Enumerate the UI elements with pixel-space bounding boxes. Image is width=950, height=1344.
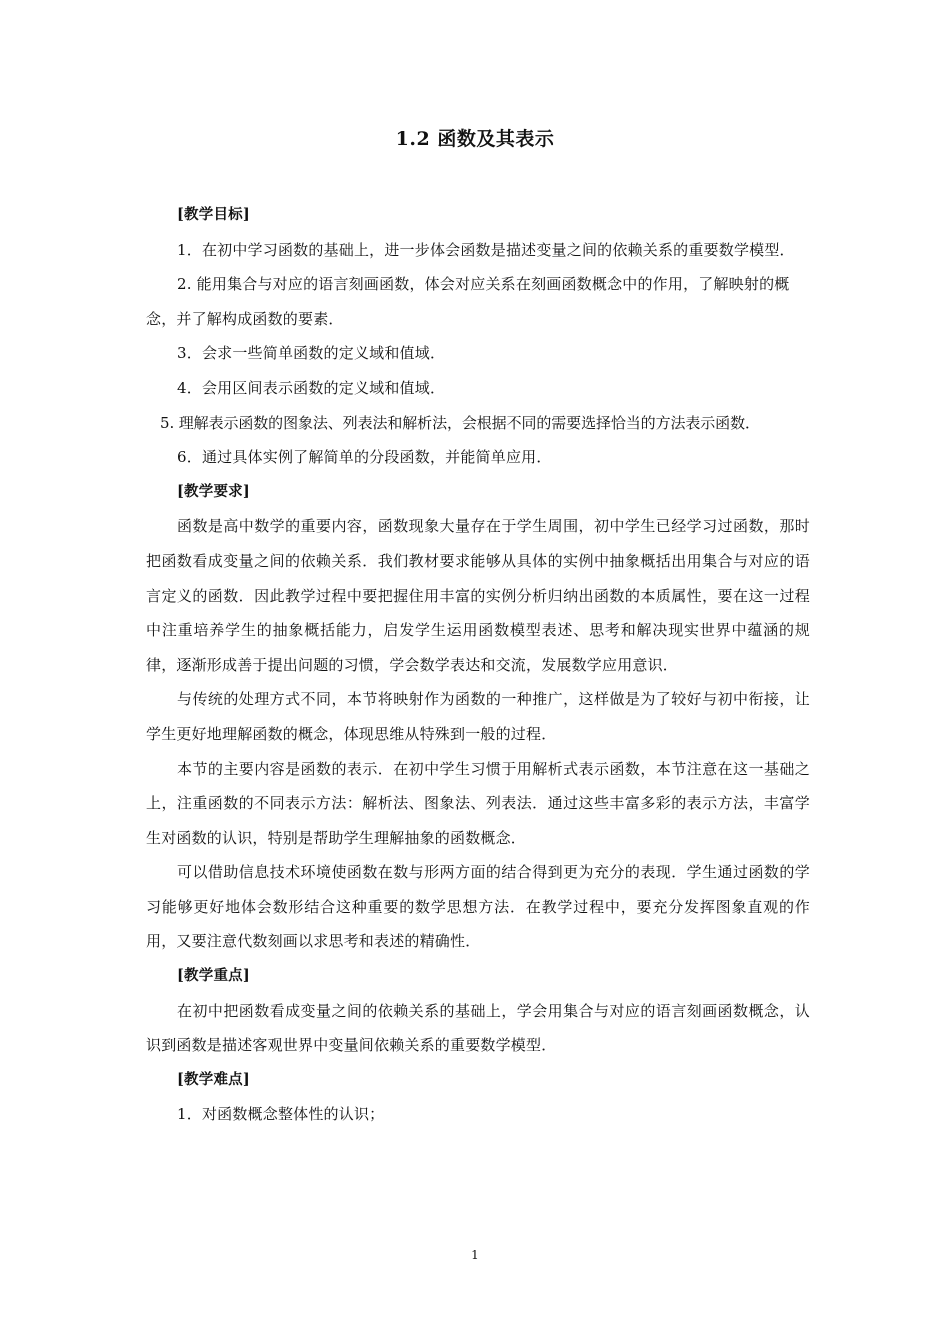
section-heading-key-points: [教学重点] xyxy=(177,967,250,985)
section-heading-difficulties: [教学难点] xyxy=(177,1070,250,1088)
requirements-paragraph: 函数是高中数学的重要内容，函数现象大量存在于学生周围，初中学生已经学习过函数，那时把函数看成变量之间的依赖关系．我们教材要求能够从具体的实例中抽象概括出用集合与对应的语言定义的函数．因此教学过程中要把握住用丰富的实例分析归纳出函数的本质属性，要在这一过程中注重培养学生的抽象概括能力，启发学生运用函数模型表述、思考和解决现实世界中蕴涵的规律，逐渐形成善于提出问题的习惯，学会数学表达和交流，发展数学应用意识． xyxy=(146,517,810,674)
objective-item: 5. 理解表示函数的图象法、列表法和解析法，会根据不同的需要选择恰当的方法表示函数． xyxy=(160,413,760,432)
objective-item: 6．通过具体实例了解简单的分段函数，并能简单应用． xyxy=(177,448,552,467)
objective-item: 2. 能用集合与对应的语言刻画函数，体会对应关系在刻画函数概念中的作用，了解映射的概念，并了解构成函数的要素． xyxy=(146,275,790,328)
objective-item: 3．会求一些简单函数的定义域和值域． xyxy=(177,344,446,363)
page-title: 1.2 函数及其表示 xyxy=(395,128,555,150)
requirements-paragraph: 可以借助信息技术环境使函数在数与形两方面的结合得到更为充分的表现．学生通过函数的学习能够更好地体会数形结合这种重要的数学思想方法．在教学过程中，要充分发挥图象直观的作用，又要注意代数刻画以求思考和表述的精确性． xyxy=(146,863,810,951)
section-heading-objectives: [教学目标] xyxy=(177,206,250,223)
objective-item: 1．在初中学习函数的基础上，进一步体会函数是描述变量之间的依赖关系的重要数学模型． xyxy=(177,240,795,259)
requirements-paragraph: 本节的主要内容是函数的表示．在初中学生习惯于用解析式表示函数，本节注意在这一基础之上，注重函数的不同表示方法：解析法、图象法、列表法．通过这些丰富多彩的表示方法，丰富学生对函数的认识，特别是帮助学生理解抽象的函数概念． xyxy=(146,759,810,847)
key-points-paragraph: 在初中把函数看成变量之间的依赖关系的基础上，学会用集合与对应的语言刻画函数概念，认识到函数是描述客观世界中变量间依赖关系的重要数学模型． xyxy=(146,1001,810,1055)
section-heading-requirements: [教学要求] xyxy=(177,482,250,500)
requirements-paragraph: 与传统的处理方式不同，本节将映射作为函数的一种推广，这样做是为了较好与初中衔接，让学生更好地理解函数的概念，体现思维从特殊到一般的过程． xyxy=(146,690,810,743)
objective-item: 4．会用区间表示函数的定义域和值域． xyxy=(177,378,446,397)
document-body xyxy=(146,198,810,1132)
page-number: 1 xyxy=(471,1248,479,1262)
difficulty-item: 1．对函数概念整体性的认识； xyxy=(177,1105,385,1124)
